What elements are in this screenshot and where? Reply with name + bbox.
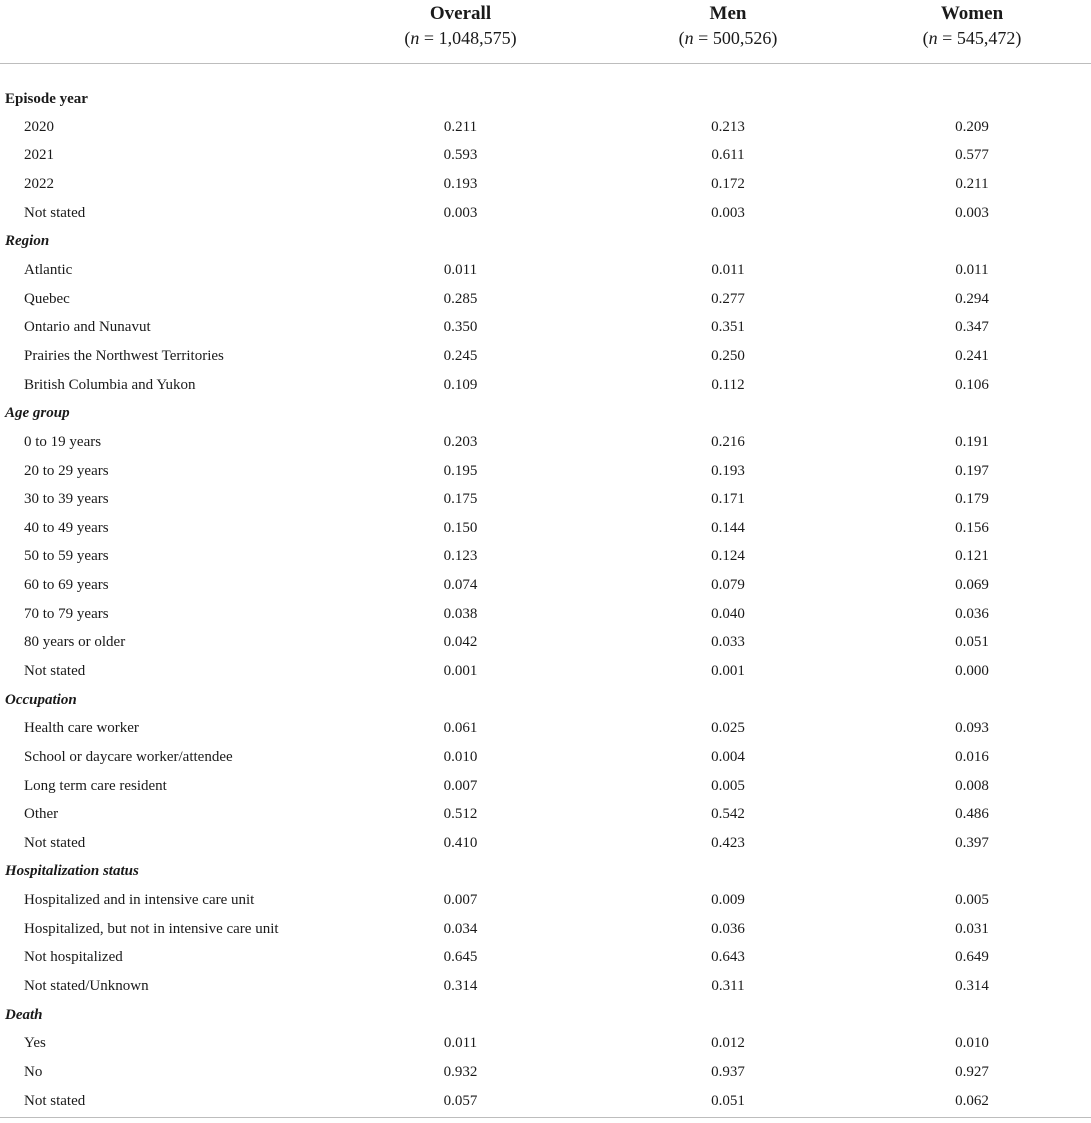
value-women: 0.008 xyxy=(955,777,989,794)
value-women: 0.314 xyxy=(955,978,989,995)
value-overall: 0.593 xyxy=(443,147,478,164)
header-row xyxy=(0,0,1091,64)
section-title: Hospitalization status xyxy=(5,863,139,880)
value-overall: 0.010 xyxy=(443,748,478,765)
row-label: Not stated xyxy=(24,662,86,679)
row-label: Not stated/Unknown xyxy=(24,978,149,995)
table-row xyxy=(0,944,1091,973)
section-title: Occupation xyxy=(5,691,77,708)
row-label: Quebec xyxy=(24,290,70,307)
value-women: 0.121 xyxy=(955,548,989,565)
column-sample-size: (n = 1,048,575) xyxy=(404,28,517,48)
table-row xyxy=(0,514,1091,543)
value-men: 0.051 xyxy=(603,1087,853,1118)
value-women: 0.649 xyxy=(955,949,989,966)
value-women: 0.010 xyxy=(955,1035,989,1052)
value-men: 0.005 xyxy=(711,777,745,794)
header-women xyxy=(853,0,1091,64)
table-row xyxy=(0,170,1091,199)
value-men: 0.033 xyxy=(711,634,745,651)
table-row xyxy=(0,285,1091,314)
value-women: 0.486 xyxy=(955,806,989,823)
value-overall: 0.211 xyxy=(443,118,478,135)
section-title: Death xyxy=(5,1006,43,1023)
row-label: No xyxy=(24,1063,43,1080)
row-label: 50 to 59 years xyxy=(24,548,109,565)
value-overall: 0.057 xyxy=(318,1087,603,1118)
section-header-row xyxy=(0,228,1091,257)
value-women: 0.397 xyxy=(955,834,989,851)
n-value: = 500,526) xyxy=(698,28,778,48)
table-row xyxy=(0,342,1091,371)
value-overall: 0.074 xyxy=(443,577,478,594)
row-label: Not stated xyxy=(24,834,86,851)
table-row xyxy=(0,142,1091,171)
table-row xyxy=(0,371,1091,400)
value-men: 0.171 xyxy=(711,491,745,508)
value-women: 0.179 xyxy=(955,491,989,508)
table-row xyxy=(0,657,1091,686)
value-women: 0.209 xyxy=(955,118,989,135)
value-women: 0.156 xyxy=(955,519,989,536)
row-label: School or daycare worker/attendee xyxy=(24,748,233,765)
section-header-row xyxy=(0,1001,1091,1030)
value-overall: 0.175 xyxy=(443,491,478,508)
table-row xyxy=(0,743,1091,772)
table-row xyxy=(0,829,1091,858)
value-overall: 0.193 xyxy=(443,176,478,193)
row-label: Not hospitalized xyxy=(24,949,123,966)
value-overall: 0.512 xyxy=(443,806,478,823)
value-overall: 0.109 xyxy=(443,376,478,393)
value-overall: 0.011 xyxy=(443,262,478,279)
row-label: Not stated xyxy=(24,204,86,221)
table-row xyxy=(0,1030,1091,1059)
row-label: Not stated xyxy=(0,1087,318,1118)
value-men: 0.277 xyxy=(711,290,745,307)
value-men: 0.937 xyxy=(711,1063,745,1080)
value-overall: 0.042 xyxy=(443,634,478,651)
value-women: 0.241 xyxy=(955,347,989,364)
value-overall: 0.285 xyxy=(443,290,478,307)
table-row xyxy=(0,256,1091,285)
row-label: 80 years or older xyxy=(24,634,126,651)
value-women: 0.211 xyxy=(955,176,989,193)
value-men: 0.611 xyxy=(711,147,745,164)
table-row xyxy=(0,543,1091,572)
value-women: 0.031 xyxy=(955,920,989,937)
value-women: 0.011 xyxy=(955,262,989,279)
value-women: 0.347 xyxy=(955,319,989,336)
table-row xyxy=(0,915,1091,944)
table-row xyxy=(0,1058,1091,1087)
row-label: Other xyxy=(24,806,59,823)
value-overall: 0.932 xyxy=(443,1063,478,1080)
value-women: 0.106 xyxy=(955,376,989,393)
row-label: 20 to 29 years xyxy=(24,462,109,479)
value-overall: 0.003 xyxy=(443,204,478,221)
value-overall: 0.007 xyxy=(443,777,478,794)
row-label: Prairies the Northwest Territories xyxy=(24,347,224,364)
table-row xyxy=(0,1087,1091,1118)
column-name: Overall xyxy=(429,3,492,24)
table-row xyxy=(0,113,1091,142)
table-row xyxy=(0,714,1091,743)
value-men: 0.643 xyxy=(711,949,745,966)
value-men: 0.112 xyxy=(711,376,745,393)
value-overall: 0.038 xyxy=(443,605,478,622)
value-women: 0.927 xyxy=(955,1063,989,1080)
section-title: Age group xyxy=(5,405,70,422)
row-label: Health care worker xyxy=(24,720,139,737)
value-men: 0.216 xyxy=(711,433,745,450)
n-symbol: n xyxy=(928,28,938,48)
value-men: 0.542 xyxy=(711,806,745,823)
value-men: 0.423 xyxy=(711,834,745,851)
row-label: 2022 xyxy=(24,176,54,193)
n-value: = 1,048,575) xyxy=(423,28,517,48)
table-row xyxy=(0,485,1091,514)
value-men: 0.001 xyxy=(711,662,745,679)
value-women: 0.051 xyxy=(955,634,989,651)
row-label: Hospitalized, but not in intensive care unit xyxy=(24,920,279,937)
value-overall: 0.350 xyxy=(443,319,478,336)
value-men: 0.079 xyxy=(711,577,745,594)
value-men: 0.011 xyxy=(711,262,745,279)
row-label: British Columbia and Yukon xyxy=(24,376,196,393)
value-women: 0.197 xyxy=(955,462,989,479)
table-row xyxy=(0,886,1091,915)
value-women: 0.294 xyxy=(955,290,989,307)
value-men: 0.311 xyxy=(711,978,745,995)
value-women: 0.000 xyxy=(955,662,989,679)
table-row xyxy=(0,457,1091,486)
value-overall: 0.645 xyxy=(443,949,478,966)
value-men: 0.172 xyxy=(711,176,745,193)
header-empty-cell xyxy=(0,0,318,64)
value-women: 0.093 xyxy=(955,720,989,737)
row-label: 2020 xyxy=(24,118,54,135)
row-label: Hospitalized and in intensive care unit xyxy=(24,892,255,909)
value-men: 0.036 xyxy=(711,920,745,937)
value-overall: 0.195 xyxy=(443,462,478,479)
section-title: Region xyxy=(5,233,50,250)
table-row xyxy=(0,428,1091,457)
value-overall: 0.410 xyxy=(443,834,478,851)
value-women: 0.003 xyxy=(955,204,989,221)
value-women: 0.005 xyxy=(955,892,989,909)
table-row xyxy=(0,972,1091,1001)
value-overall: 0.150 xyxy=(443,519,478,536)
value-overall: 0.123 xyxy=(443,548,478,565)
column-name: Women xyxy=(940,3,1004,24)
row-label: Long term care resident xyxy=(24,777,167,794)
value-men: 0.144 xyxy=(711,519,745,536)
row-label: Ontario and Nunavut xyxy=(24,319,151,336)
column-sample-size: (n = 500,526) xyxy=(678,28,778,48)
value-women: 0.069 xyxy=(955,577,989,594)
value-overall: 0.007 xyxy=(443,892,478,909)
row-label: 40 to 49 years xyxy=(24,519,109,536)
table-row xyxy=(0,772,1091,801)
value-men: 0.124 xyxy=(711,548,745,565)
table-row xyxy=(0,629,1091,658)
row-label: 0 to 19 years xyxy=(24,433,102,450)
table-row xyxy=(0,571,1091,600)
value-overall: 0.314 xyxy=(443,978,478,995)
value-men: 0.012 xyxy=(711,1035,745,1052)
header-overall xyxy=(318,0,603,64)
header-men xyxy=(603,0,853,64)
value-men: 0.009 xyxy=(711,892,745,909)
n-symbol: n xyxy=(684,28,694,48)
row-label: Yes xyxy=(24,1035,46,1052)
row-label: 30 to 39 years xyxy=(24,491,109,508)
section-header-row xyxy=(0,686,1091,715)
row-label: 70 to 79 years xyxy=(24,605,109,622)
column-name: Men xyxy=(709,3,747,24)
n-value: = 545,472) xyxy=(942,28,1022,48)
row-label: Atlantic xyxy=(24,262,73,279)
section-title: Episode year xyxy=(5,91,88,107)
table-header xyxy=(0,0,1091,64)
row-label: 2021 xyxy=(24,147,54,164)
value-women: 0.191 xyxy=(955,433,989,450)
value-overall: 0.034 xyxy=(443,920,478,937)
section-header-row xyxy=(0,399,1091,428)
value-overall: 0.245 xyxy=(443,347,478,364)
n-symbol: n xyxy=(410,28,420,48)
table-row xyxy=(0,800,1091,829)
value-men: 0.250 xyxy=(711,347,745,364)
table-row xyxy=(0,600,1091,629)
column-sample-size: (n = 545,472) xyxy=(922,28,1022,48)
value-men: 0.193 xyxy=(711,462,745,479)
value-overall: 0.203 xyxy=(443,433,478,450)
section-header-row xyxy=(0,64,1091,114)
value-men: 0.003 xyxy=(711,204,745,221)
table-row xyxy=(0,199,1091,228)
value-men: 0.004 xyxy=(711,748,745,765)
value-overall: 0.011 xyxy=(443,1035,478,1052)
row-label: 60 to 69 years xyxy=(24,577,109,594)
value-women: 0.016 xyxy=(955,748,989,765)
table-body xyxy=(0,64,1091,1118)
value-overall: 0.061 xyxy=(443,720,478,737)
table-row xyxy=(0,313,1091,342)
value-women: 0.062 xyxy=(853,1087,1091,1118)
value-men: 0.351 xyxy=(711,319,745,336)
value-women: 0.577 xyxy=(955,147,989,164)
section-header-row xyxy=(0,858,1091,887)
value-men: 0.040 xyxy=(711,605,745,622)
value-overall: 0.001 xyxy=(443,662,478,679)
value-men: 0.025 xyxy=(711,720,745,737)
value-women: 0.036 xyxy=(955,605,989,622)
value-men: 0.213 xyxy=(711,118,745,135)
